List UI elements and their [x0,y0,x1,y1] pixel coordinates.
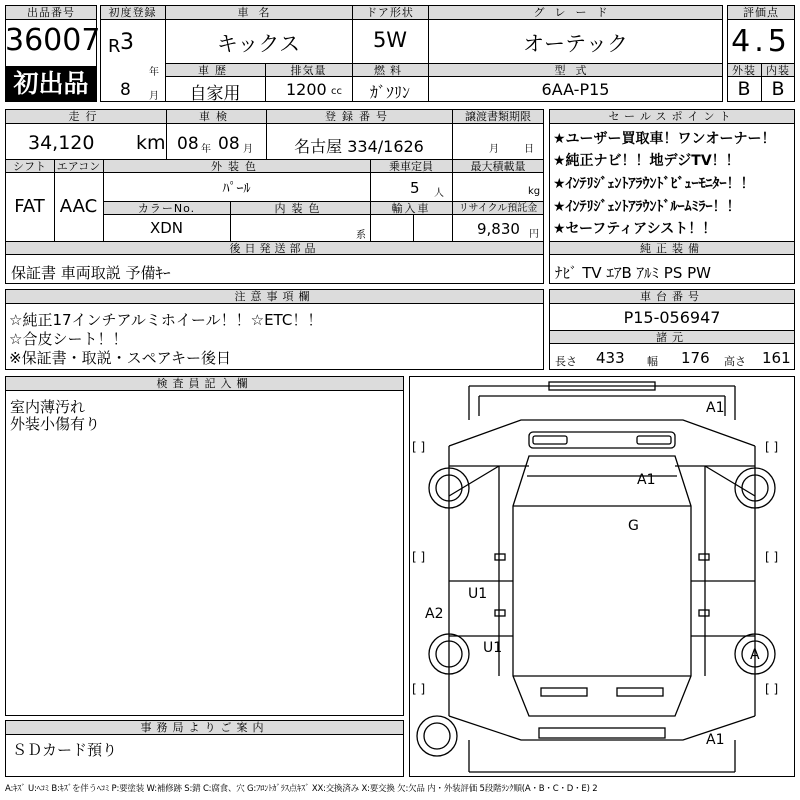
note-line: ☆合皮シート！！ [9,330,128,348]
equipment: ﾅﾋﾞ TV ｴｱB ｱﾙﾐ PS PW [555,264,711,282]
sales-point: ★ｲﾝﾃﾘｼﾞｪﾝﾄｱﾗｳﾝﾄﾞﾋﾞｭｰﾓﾆﾀｰ！！ [553,176,755,192]
first-reg-label: 初度登録 [108,6,157,19]
equipment-label: 純正装備 [640,242,704,255]
color-no: XDN [149,219,184,237]
later-parts-label: 後日発送部品 [229,242,320,255]
inspection-year: 08 [177,134,199,154]
recycle-unit: 円 [529,229,539,240]
bracket-label: [ ] [412,682,426,696]
ext-label: 外装 [732,64,756,77]
bracket-label: [ ] [765,440,779,454]
shift: FAT [14,196,45,217]
sales-label: セールスポイント [608,110,736,123]
bracket-label: [ ] [765,682,779,696]
damage-mark-left-rear: U1 [483,640,503,656]
regno-label: 登録番号 [325,110,393,123]
sales-point: ★純正ナビ！！地デジTV！！ [553,153,740,169]
bracket-label: [ ] [412,550,426,564]
int-label: 内装 [766,64,790,77]
aircon: AAC [59,196,98,217]
ext-color-label: 外装色 [211,160,262,173]
transfer-month-unit: 月 [489,144,499,155]
displacement-label: 排気量 [290,64,327,77]
dims-label: 諸元 [656,331,688,344]
sales-point: ★ユーザー買取車！ワンオーナー！ [553,131,776,147]
registration-number: 名古屋 334/1626 [294,137,424,156]
bracket-label: [ ] [765,550,779,564]
aircon-label: エアコン [56,160,101,173]
int-color-label: 内装色 [274,202,326,215]
height: 161 [762,349,791,367]
reg-year: 3 [120,30,134,55]
reg-month: 8 [120,80,131,100]
mileage-unit: km [136,132,166,154]
door-type: 5W [372,28,408,52]
inspector-label: 検査員記入欄 [156,377,253,390]
damage-mark-windshield: G [628,518,639,534]
capacity: 5 [410,179,420,197]
first-listing-badge: 初出品 [6,66,96,101]
chassis-number: P15-056947 [623,308,721,327]
rating-label: 評価点 [743,6,779,19]
recycle-label: リサイクル預託金 [458,203,538,214]
chassis-label: 車台番号 [640,290,704,303]
shift-label: シフト [13,160,46,173]
ext-color: ﾊﾟｰﾙ [222,181,251,197]
length: 433 [596,349,625,367]
era: R [108,36,121,57]
year-unit: 年 [149,67,159,78]
height-label: 高さ [724,355,746,368]
color-no-label: カラーNo. [137,202,196,215]
office-text: ＳＤカード預り [12,741,118,759]
displacement-unit: cc [331,86,342,97]
damage-mark-front-bumper: A1 [706,400,725,416]
displacement: 1200 [286,80,327,99]
legend: A:ｷｽﾞ U:ﾍｺﾐ B:ｷｽﾞを伴うﾍｺﾐ P:要塗装 W:補修跡 S:錆 C:腐食、穴 G:ﾌﾛﾝﾄｶﾞﾗｽ点ｷｽﾞ XX:交換済み X:要交換 欠:欠品 内・外装評価 5段階ﾗﾝｸ順(A・B・C・D・E) 2 [5,784,598,794]
month-unit: 月 [149,91,159,102]
door-label: ドア形状 [366,6,414,19]
car-name-label: 車名 [237,6,280,19]
inspection-month-unit: 月 [243,144,253,155]
later-parts: 保証書 車両取説 予備ｷｰ [11,264,171,282]
office-label: 事務局よりご案内 [140,721,269,734]
inspection-month: 08 [218,134,240,154]
damage-mark-right-wheel: A [750,647,760,663]
damage-mark-left-door: U1 [468,586,488,602]
rating: 4.5 [731,24,791,59]
damage-mark-hood: A1 [637,472,656,488]
inspector-line: 室内薄汚れ [10,398,86,416]
note-line: ☆純正17インチアルミホイール！！☆ETC！！ [9,311,323,329]
width: 176 [681,349,710,367]
ext-grade: B [737,78,751,100]
inspection-label: 車検 [199,110,233,123]
recycle-fee: 9,830 [477,220,520,238]
inspector-line: 外装小傷有り [10,415,101,433]
history: 自家用 [189,84,241,104]
max-load-label: 最大積載量 [470,160,526,173]
sales-point: ★セーフティアシスト！！ [553,221,717,237]
fuel: ｶﾞｿﾘﾝ [369,83,410,102]
car-diagram [409,376,795,777]
sales-point: ★ｲﾝﾃﾘｼﾞｪﾝﾄｱﾗｳﾝﾄﾞﾙｰﾑﾐﾗｰ！！ [553,199,741,215]
car-name: キックス [216,32,301,56]
mileage-label: 走行 [68,110,103,123]
length-label: 長さ [555,355,577,368]
import-label: 輸入車 [391,202,431,215]
lot-label: 出品番号 [27,6,75,19]
int-grade: B [771,78,785,100]
capacity-label: 乗車定員 [389,160,433,173]
note-line: ※保証書・取説・スペアキー後日 [9,349,231,367]
model-code: 6AA-P15 [541,80,610,99]
mileage: 34,120 [28,132,95,154]
history-label: 車歴 [198,64,232,77]
damage-mark-rear-bumper: A1 [706,732,725,748]
inspection-year-unit: 年 [201,144,211,155]
model-label: 型式 [554,64,597,77]
lot-number: 36007 [5,23,101,58]
fuel-label: 燃料 [374,64,406,77]
damage-mark-left-side: A2 [425,606,444,622]
transfer-label: 譲渡書類期限 [465,110,531,123]
int-color-unit: 系 [356,230,366,241]
transfer-day-unit: 日 [524,144,534,155]
bracket-label: [ ] [412,440,426,454]
max-load-unit: kg [528,186,541,197]
width-label: 幅 [647,355,658,368]
capacity-unit: 人 [434,188,444,199]
grade-label: グレード [533,6,618,19]
notes-label: 注意事項欄 [234,290,315,303]
grade: オーテック [523,32,628,56]
